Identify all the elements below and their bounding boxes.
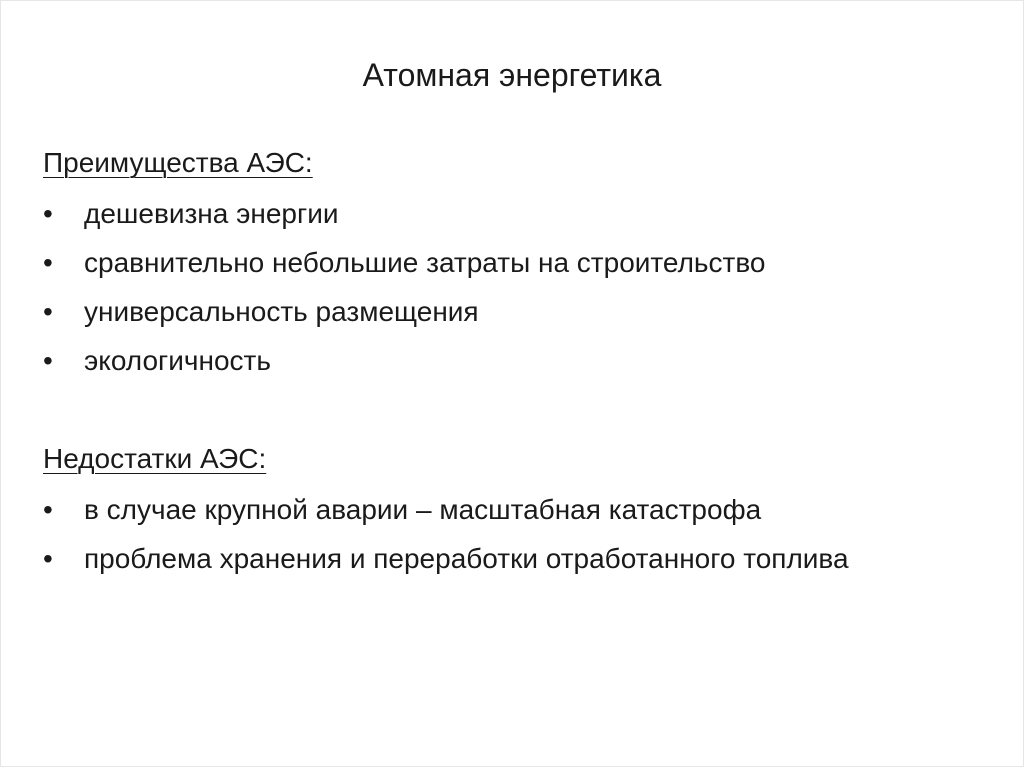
list-item-text: проблема хранения и переработки отработанного топлива bbox=[84, 543, 849, 574]
advantages-heading: Преимущества АЭС: bbox=[43, 147, 313, 178]
bullet-icon: • bbox=[43, 345, 53, 376]
advantages-list bbox=[43, 189, 765, 385]
bullet-icon: • bbox=[43, 543, 53, 574]
list-item bbox=[43, 485, 944, 534]
list-item-text: в случае крупной аварии – масштабная катастрофа bbox=[84, 494, 762, 525]
list-item-text: экологичность bbox=[84, 345, 271, 376]
list-item-text: сравнительно небольшие затраты на строительство bbox=[84, 247, 766, 278]
bullet-icon: • bbox=[43, 296, 53, 327]
list-item bbox=[43, 189, 765, 238]
bullet-icon: • bbox=[43, 494, 53, 525]
bullet-icon: • bbox=[43, 247, 53, 278]
list-item bbox=[43, 336, 765, 385]
list-item-text: дешевизна энергии bbox=[84, 198, 339, 229]
list-item bbox=[43, 287, 765, 336]
list-item bbox=[43, 238, 765, 287]
slide-title: Атомная энергетика bbox=[362, 57, 662, 93]
bullet-icon: • bbox=[43, 198, 53, 229]
disadvantages-heading: Недостатки АЭС: bbox=[43, 443, 267, 474]
disadvantages-list bbox=[43, 485, 944, 581]
list-item bbox=[43, 537, 944, 581]
list-item-text: универсальность размещения bbox=[84, 296, 479, 327]
